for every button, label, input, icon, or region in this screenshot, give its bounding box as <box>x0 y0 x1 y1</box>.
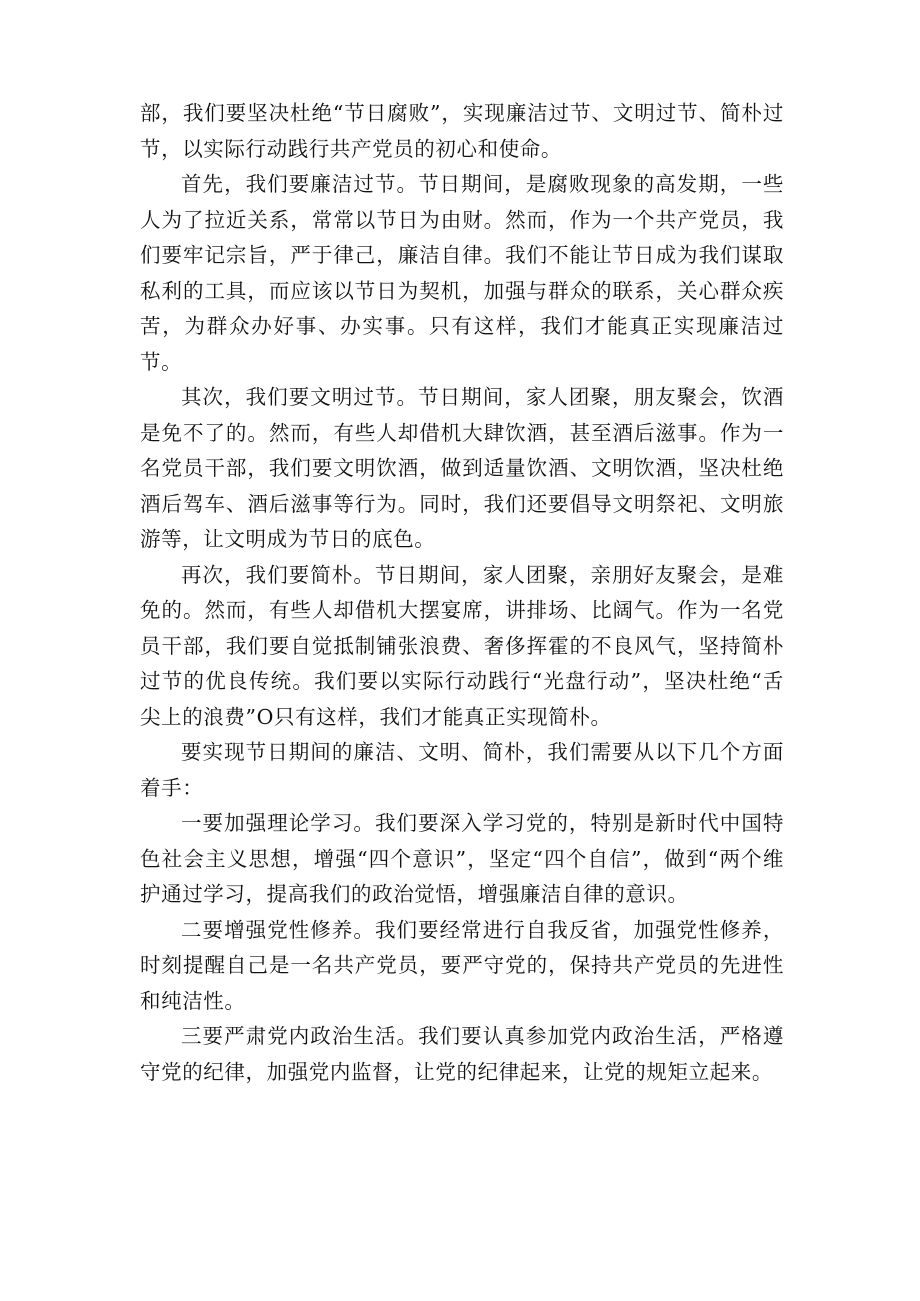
paragraph-summary: 要实现节日期间的廉洁、文明、简朴，我们需要从以下几个方面着手： <box>140 740 784 800</box>
paragraph-point-1: 一要加强理论学习。我们要深入学习党的，特别是新时代中国特色社会主义思想，增强“四个意识”，坚定“四个自信”，做到“两个维护通过学习，提高我们的政治觉悟，增强廉洁自律的意识。 <box>140 811 784 906</box>
paragraph-point-3: 三要严肃党内政治生活。我们要认真参加党内政治生活，严格遵守党的纪律，加强党内监督，让党的纪律起来，让党的规矩立起来。 <box>140 1024 784 1084</box>
paragraph-point-2: 二要增强党性修养。我们要经常进行自我反省，加强党性修养，时刻提醒自己是一名共产党员，要严守党的，保持共产党员的先进性和纯洁性。 <box>140 917 784 1013</box>
paragraph-continuation: 部，我们要坚决杜绝“节日腐败”，实现廉洁过节、文明过节、简朴过节，以实际行动践行共产党员的初心和使命。 <box>140 101 784 161</box>
paragraph-jianpu: 再次，我们要简朴。节日期间，家人团聚，亲朋好友聚会，是难免的。然而，有些人却借机大摆宴席，讲排场、比阔气。作为一名党员干部，我们要自觉抵制铺张浪费、奢侈挥霍的不良风气，坚持简朴过节的优良传统。我们要以实际行动践行“光盘行动”，坚决杜绝“舌尖上的浪费”O只有这样，我们才能真正实现简朴。 <box>140 562 784 729</box>
paragraph-wenming: 其次，我们要文明过节。节日期间，家人团聚，朋友聚会，饮酒是免不了的。然而，有些人却借机大肆饮酒，甚至酒后滋事。作为一名党员干部，我们要文明饮酒，做到适量饮酒、文明饮酒，坚决杜绝酒后驾车、酒后滋事等行为。同时，我们还要倡导文明祭祀、文明旅游等，让文明成为节日的底色。 <box>140 385 784 551</box>
paragraph-lianjie: 首先，我们要廉洁过节。节日期间，是腐败现象的高发期，一些人为了拉近关系，常常以节日为由财。然而，作为一个共产党员，我们要牢记宗旨，严于律己，廉洁自律。我们不能让节日成为我们谋取私利的工具，而应该以节日为契机，加强与群众的联系，关心群众疾苦，为群众办好事、办实事。只有这样，我们才能真正实现廉洁过节。 <box>140 172 784 374</box>
